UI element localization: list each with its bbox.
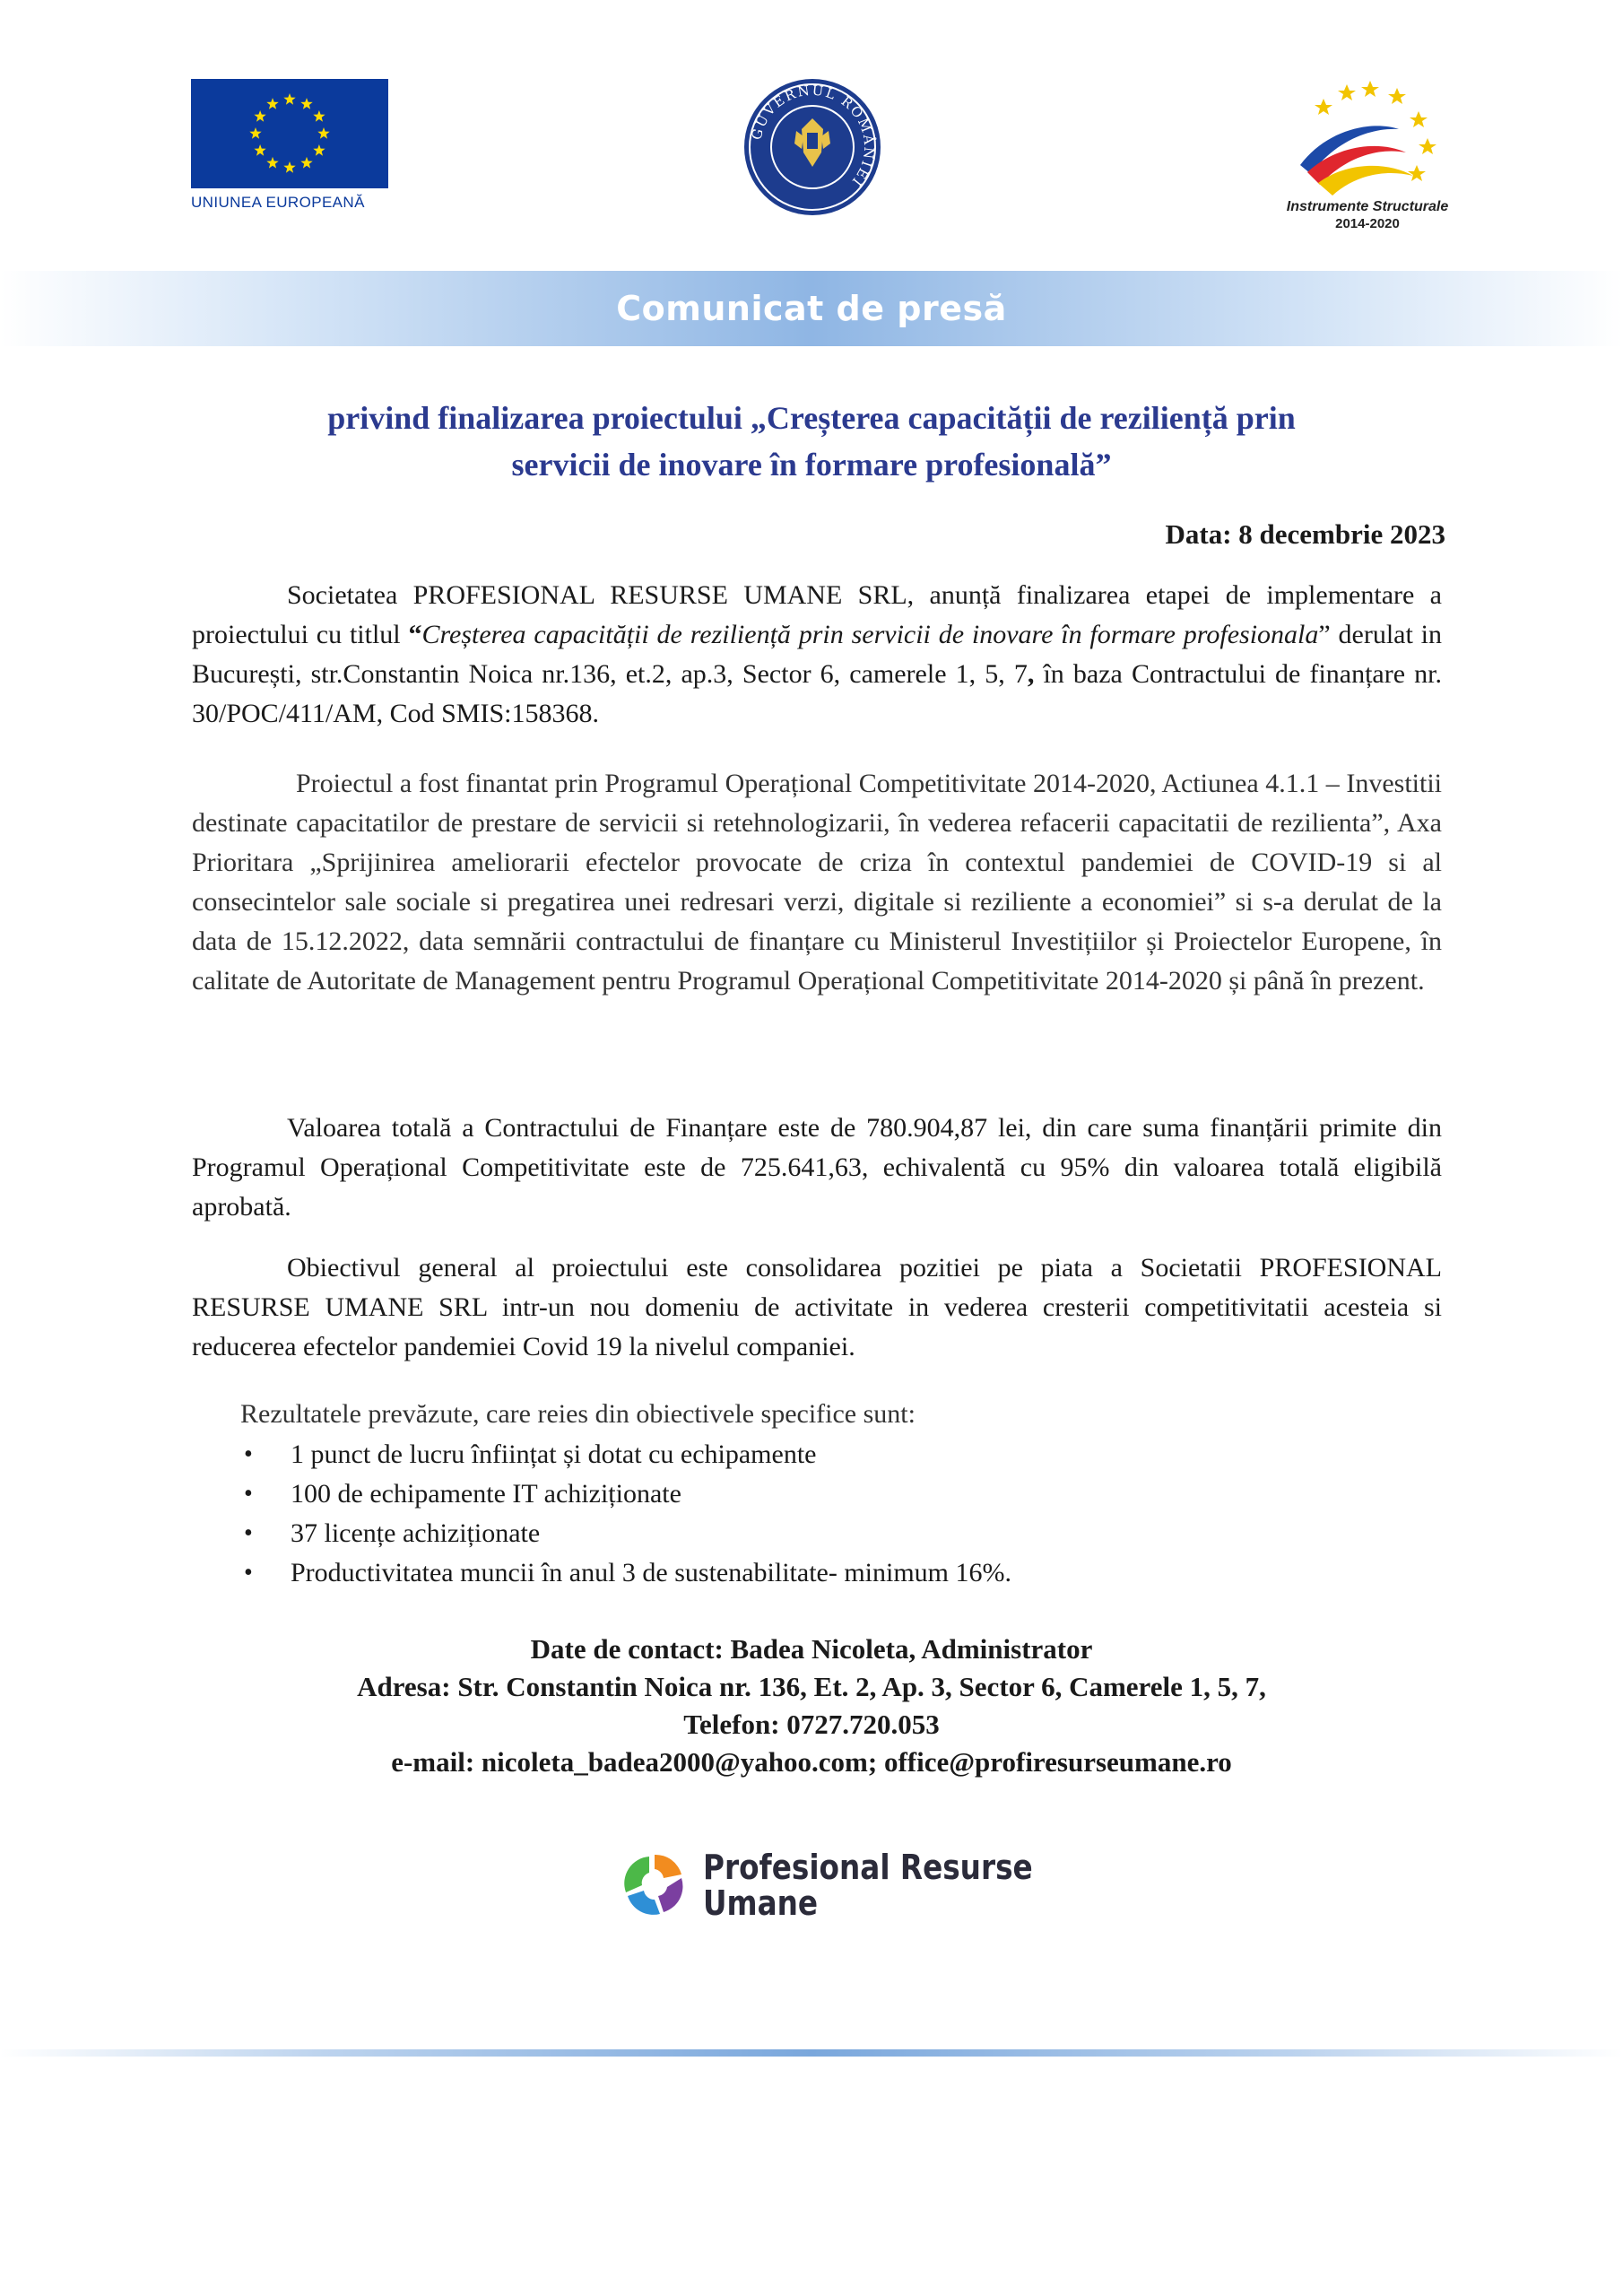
footer-divider [0, 2049, 1623, 2057]
list-item [235, 1474, 1011, 1514]
contact-address: Adresa: Str. Constantin Noica nr. 136, Et. 2, Ap. 3, Sector 6, Camerele 1, 5, 7, [357, 1671, 1266, 1702]
list-item [235, 1553, 1011, 1593]
contact-email[interactable]: e-mail: nicoleta_badea2000@yahoo.com; office@profiresurseumane.ro [391, 1746, 1232, 1778]
eu-star-icon [313, 110, 325, 122]
banner-title: Comunicat de presă [616, 289, 1007, 328]
contact-block [143, 1631, 1480, 1781]
eu-star-icon [283, 93, 295, 105]
company-name [703, 1849, 1033, 1921]
seal-text: GUVERNUL ROMÂNIEI [748, 82, 878, 191]
eu-star-icon [300, 157, 312, 169]
structural-instruments-icon [1264, 75, 1471, 201]
paragraph-intro-part3: în baza Contractului de finanțare nr. 30/POC/411/AM, Cod SMIS:158368. [192, 659, 1442, 728]
list-item [235, 1435, 1011, 1474]
bold-comma: , [1027, 659, 1035, 689]
headline-line1: privind finalizarea proiectului „Creșterea capacității de reziliență prin [327, 400, 1296, 436]
eu-flag-icon [191, 79, 388, 188]
bullet-icon: • [244, 1519, 253, 1547]
bullet-icon: • [244, 1480, 253, 1508]
government-seal-icon [742, 77, 882, 217]
results-list [235, 1435, 1011, 1593]
result-text: 37 licențe achiziționate [291, 1518, 541, 1548]
eu-star-icon [266, 157, 278, 169]
company-logo-icon [617, 1848, 692, 1923]
headline [143, 395, 1480, 488]
structural-instruments-caption [1264, 199, 1471, 231]
company-name-line1: Profesional Resurse [703, 1848, 1033, 1887]
eu-star-icon [300, 98, 312, 109]
paragraph-intro [192, 576, 1442, 734]
list-item [235, 1514, 1011, 1553]
project-title-italic: Creșterea capacității de reziliență prin servicii de inovare în formare profesionala [421, 620, 1319, 649]
results-intro: Rezultatele prevăzute, care reies din obiectivele specifice sunt: [240, 1399, 916, 1429]
quote-open: “ [408, 620, 422, 649]
paragraph-intro-part1: Societatea PROFESIONAL RESURSE UMANE SRL, anunță finalizarea etapei de implementare a proiectului cu titlul [192, 580, 1442, 649]
is-caption-line1: Instrumente Structurale [1286, 199, 1449, 214]
date-line: Data: 8 decembrie 2023 [1165, 518, 1445, 550]
headline-line2: servicii de inovare în formare profesională” [511, 447, 1112, 483]
eu-star-icon [313, 144, 325, 156]
result-text: Productivitatea muncii în anul 3 de sustenabilitate- minimum 16%. [291, 1558, 1012, 1587]
company-name-line2: Umane [703, 1883, 819, 1923]
contact-person: Date de contact: Badea Nicoleta, Administrator [530, 1633, 1093, 1665]
eu-star-icon [266, 98, 278, 109]
paragraph-objective: Obiectivul general al proiectului este consolidarea pozitiei pe piata a Societatii PROFESIONAL RESURSE UMANE SRL intr-un nou domeniu de activitate in vederea cresterii competitivitatii acesteia si reducerea efectelor pandemiei Covid 19 la nivelul companiei. [192, 1253, 1442, 1361]
eu-caption: UNIUNEA EUROPEANĂ [191, 194, 365, 211]
eu-star-icon [254, 110, 265, 122]
structural-instruments-logo [1264, 75, 1471, 237]
result-text: 1 punct de lucru înființat și dotat cu echipamente [291, 1439, 817, 1469]
bullet-icon: • [244, 1440, 253, 1468]
paragraph-funding: Proiectul a fost finantat prin Programul Operațional Competitivitate 2014-2020, Actiunea 4.1.1 – Investitii destinate capacitatilor de prestare de servicii si retehnologizarii, în vederea refacerii capacitatii de rezilienta”, Axa Prioritara „Sprijinirea ameliorarii efectelor provocate de criza în contextul pandemiei de COVID-19 si al consecintelor sale sociale si pregatirea unei redresari verzi, digitale si reziliente a economiei” si s-a derulat de la data de 15.12.2022, data semnării contractului de finanțare cu Ministerul Investițiilor și Proiectelor Europene, în calitate de Autoritate de Management pentru Programul Operațional Competitivitate 2014-2020 și până în prezent. [192, 769, 1442, 996]
eu-star-icon [249, 127, 261, 139]
bullet-icon: • [244, 1559, 253, 1587]
eu-star-icon [254, 144, 265, 156]
contact-phone: Telefon: 0727.720.053 [683, 1709, 940, 1740]
eu-star-icon [283, 161, 295, 173]
paragraph-intro-part2: ” derulat in București, str.Constantin Noica nr.136, et.2, ap.3, Sector 6, camerele 1, 5, 7 [192, 620, 1442, 689]
eu-star-icon [317, 127, 329, 139]
eu-logo [191, 79, 390, 212]
result-text: 100 de echipamente IT achiziționate [291, 1479, 681, 1509]
paragraph-value: Valoarea totală a Contractului de Finanțare este de 780.904,87 lei, din care suma finanțării primite din Programul Operațional Competitivitate este de 725.641,63, echivalentă cu 95% din valoarea totală eligibilă aprobată. [192, 1113, 1442, 1222]
is-caption-line2: 2014-2020 [1335, 216, 1400, 231]
